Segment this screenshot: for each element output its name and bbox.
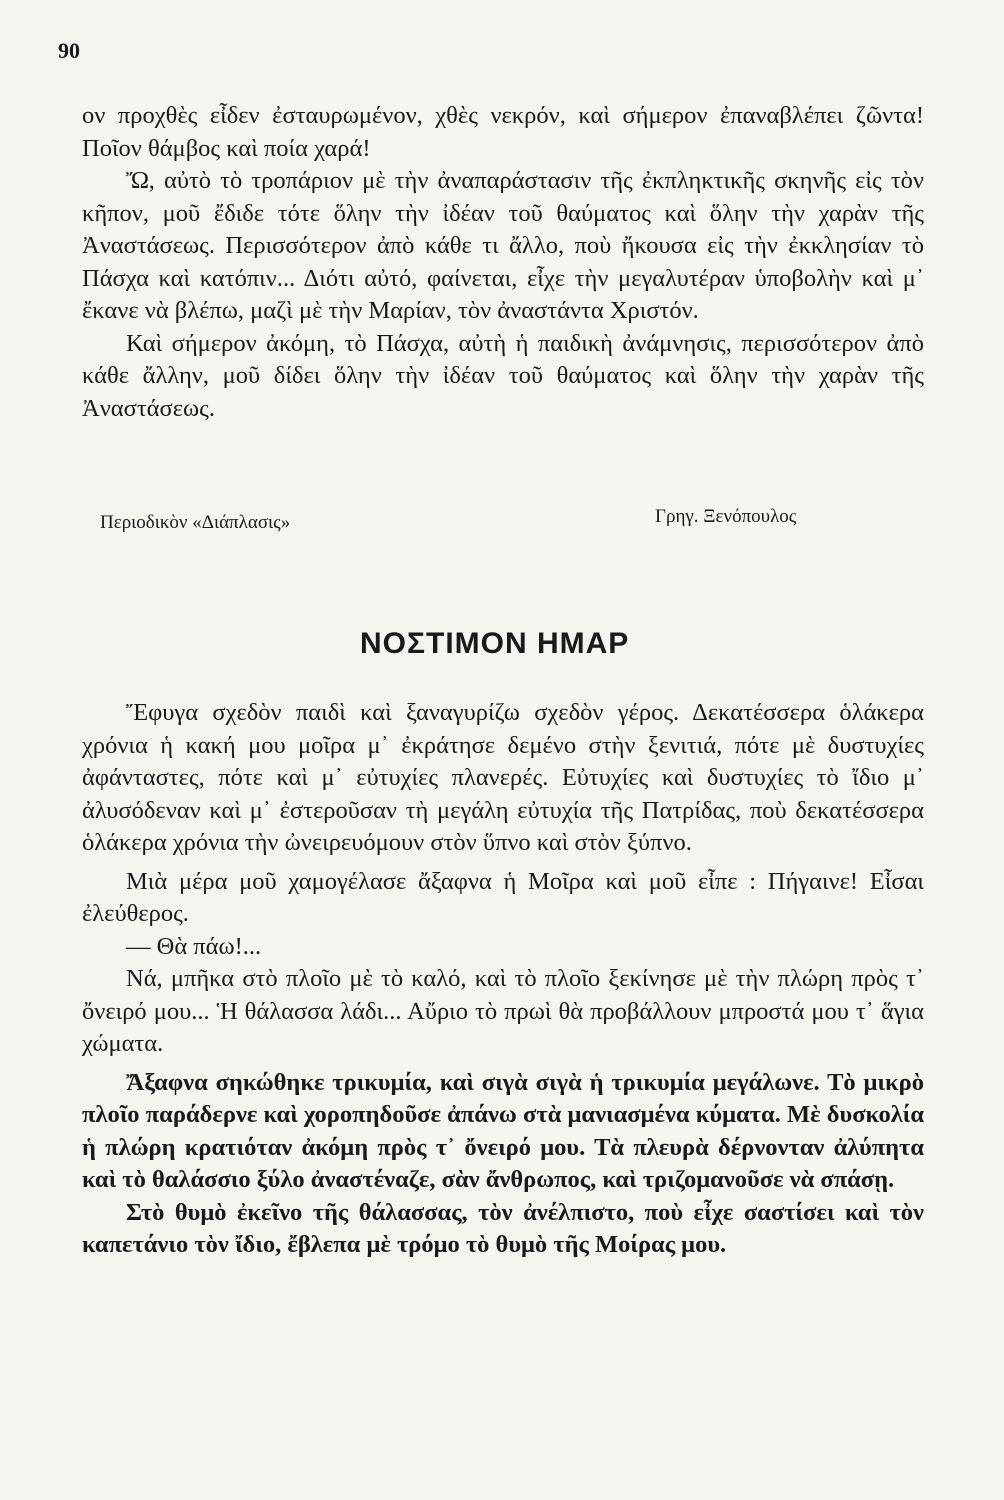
paragraph: Ἄξαφνα σηκώθηκε τρικυμία, καὶ σιγὰ σιγὰ ἡ τρικυμία μεγάλωνε. Τὸ μικρὸ πλοῖο παράδερνε καὶ χοροπηδοῦσε ἀπάνω στὰ μανιασμένα κύματα. Μὲ δυσκολία ἡ πλώρη κρατιόταν ἀκόμη πρὸς τ᾽ ὄνειρό μου. Τὰ πλευρὰ δέρνονταν ἀλύπητα καὶ τὸ θαλάσσιο ξύλο ἀναστέναζε, σὰν ἄνθρωπος, καὶ τριζομανοῦσε νὰ σπάσῃ. (82, 1068, 924, 1193)
source-citation: Περιοδικὸν «Διάπλασις» (100, 512, 291, 533)
page-number: 90 (58, 38, 80, 63)
paragraph: Ὤ, αὐτὸ τὸ τροπάριον μὲ τὴν ἀναπαράστασιν τῆς ἐκπληκτικῆς σκηνῆς εἰς τὸν κῆπον, μοῦ ἔδιδε τότε ὅλην τὴν ἰδέαν τοῦ θαύματος καὶ ὅλην τὴν χαρὰν τῆς Ἀναστάσεως. Περισσότερον ἀπὸ κάθε τι ἄλλο, ποὺ ἤκουσα εἰς τὴν ἐκκλησίαν τὸ Πάσχα καὶ κατόπιν... Διότι αὐτό, φαίνεται, εἶχε τὴν μεγαλυτέραν ὑποβολὴν καὶ μ᾽ ἔκανε νὰ βλέπω, μαζὶ μὲ τὴν Μαρίαν, τὸν ἀναστάντα Χριστόν. (82, 167, 924, 324)
first-section-text (82, 100, 924, 425)
paragraph: — Θὰ πάω!... (126, 932, 262, 960)
author-signature: Γρηγ. Ξενόπουλος (655, 506, 797, 527)
second-section-text (82, 697, 924, 1262)
paragraph: Στὸ θυμὸ ἐκεῖνο τῆς θάλασσας, τὸν ἀνέλπιστο, ποὺ εἶχε σαστίσει καὶ τὸν καπετάνιο τὸν ἴδιο, ἔβλεπα μὲ τρόμο τὸ θυμὸ τῆς Μοίρας μου. (82, 1198, 924, 1258)
paragraph: ον προχθὲς εἶδεν ἐσταυρωμένον, χθὲς νεκρόν, καὶ σήμερον ἐπαναβλέπει ζῶντα! Ποῖον θάμβος καὶ ποία χαρά! (82, 102, 924, 162)
section-title: ΝΟΣΤΙΜΟΝ ΗΜΑΡ (360, 627, 630, 660)
paragraph: Νά, μπῆκα στὸ πλοῖο μὲ τὸ καλό, καὶ τὸ πλοῖο ξεκίνησε μὲ τὴν πλώρη πρὸς τ᾽ ὄνειρό μου... Ἡ θάλασσα λάδι... Αὔριο τὸ πρωὶ θὰ προβάλλουν μπροστά μου τ᾽ ἅγια χώματα. (82, 965, 924, 1057)
paragraph: Καὶ σήμερον ἀκόμη, τὸ Πάσχα, αὐτὴ ἡ παιδικὴ ἀνάμνησις, περισσότερον ἀπὸ κάθε ἄλλην, μοῦ δίδει ὅλην τὴν ἰδέαν τοῦ θαύματος καὶ ὅλην τὴν χαρὰν τῆς Ἀναστάσεως. (82, 329, 924, 422)
paragraph: Ἔφυγα σχεδὸν παιδὶ καὶ ξαναγυρίζω σχεδὸν γέρος. Δεκατέσσερα ὁλάκερα χρόνια ἡ κακή μου μοῖρα μ᾽ ἐκράτησε δεμένο στὴν ξενιτιά, πότε μὲ δυστυχίες ἀφάνταστες, πότε καὶ μ᾽ εὐτυχίες πλανερές. Εὐτυχίες καὶ δυστυχίες τὸ ἴδιο μ᾽ ἀλυσόδεναν καὶ μ᾽ ἐστεροῦσαν τὴ μεγάλη εὐτυχία τῆς Πατρίδας, ποὺ δεκατέσσερα ὁλάκερα χρόνια τὴν ὠνειρευόμουν στὸν ὕπνο καὶ στὸν ξύπνο. (82, 699, 924, 856)
paragraph: Μιὰ μέρα μοῦ χαμογέλασε ἄξαφνα ἡ Μοῖρα καὶ μοῦ εἶπε : Πήγαινε! Εἶσαι ἐλεύθερος. (82, 867, 924, 927)
